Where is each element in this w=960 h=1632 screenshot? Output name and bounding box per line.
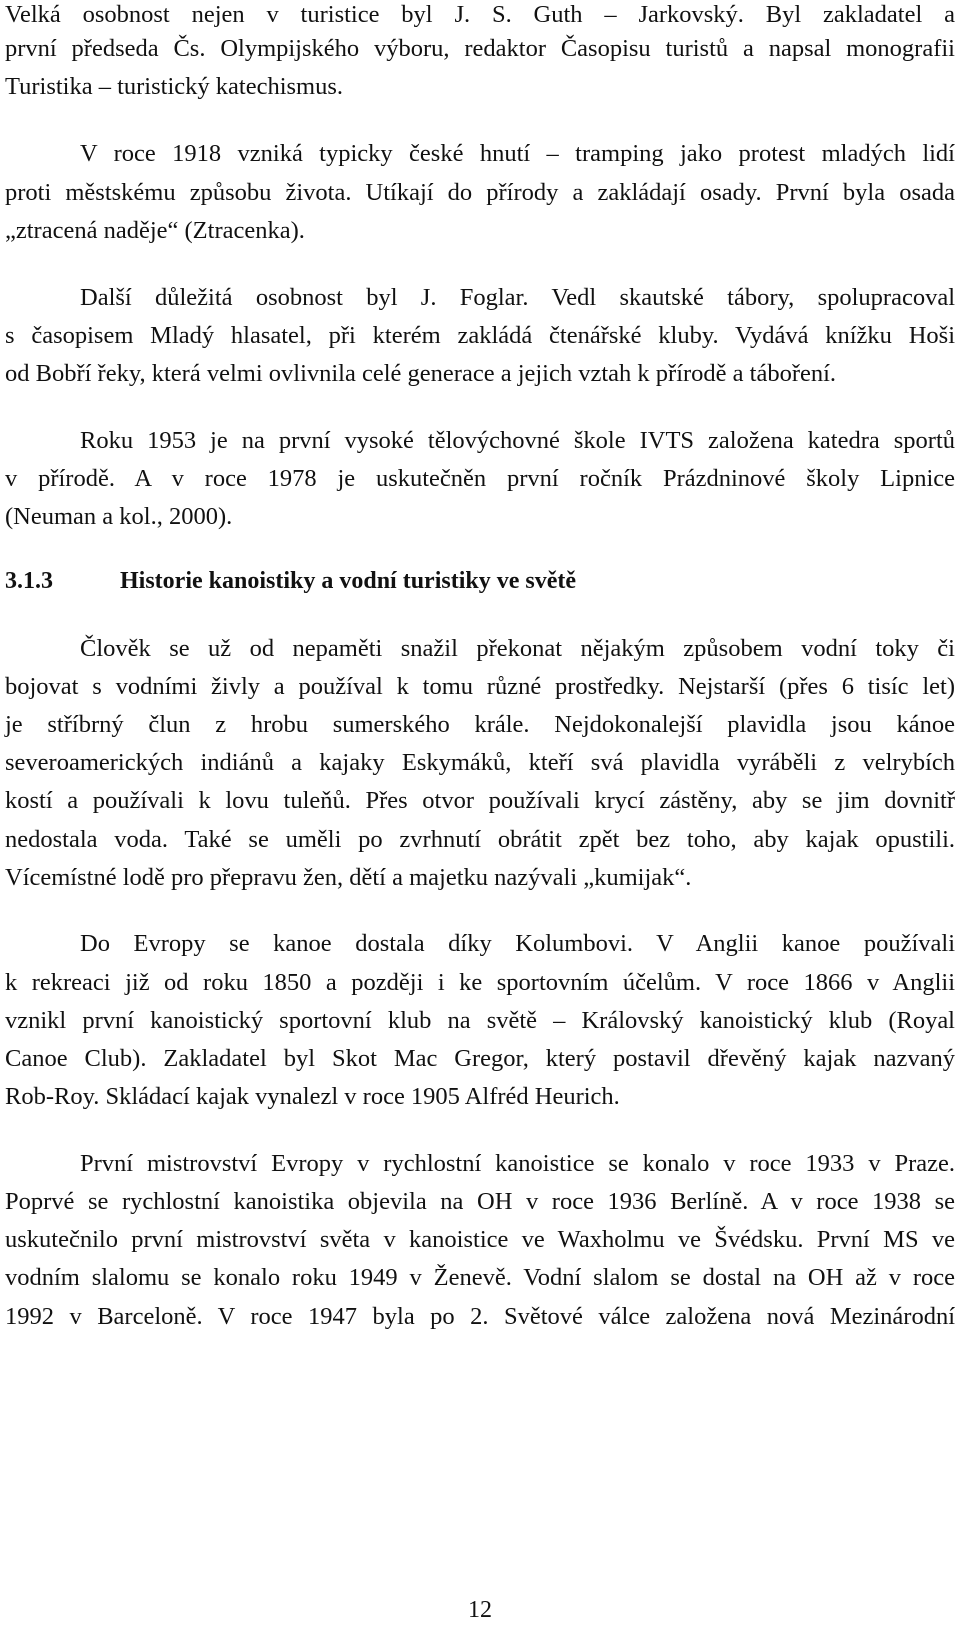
paragraph-line: Do Evropy se kanoe dostala díky Kolumbovi. V Anglii kanoe používali — [80, 930, 955, 957]
paragraph-line: „ztracená naděje“ (Ztracenka). — [5, 217, 305, 244]
paragraph-line: Canoe Club). Zakladatel byl Skot Mac Gregor, který postavil dřevěný kajak nazvaný — [5, 1045, 955, 1072]
paragraph-line: k rekreaci již od roku 1850 a později i ke sportovním účelům. V roce 1866 v Anglii — [5, 969, 955, 996]
paragraph-line: V roce 1918 vzniká typicky české hnutí – tramping jako protest mladých lidí — [80, 140, 955, 167]
paragraph-line: Rob-Roy. Skládací kajak vynalezl v roce 1905 Alfréd Heurich. — [5, 1083, 620, 1110]
paragraph-line: 1992 v Barceloně. V roce 1947 byla po 2. Světové válce založena nová Mezinárodní — [5, 1303, 955, 1330]
paragraph-line: Další důležitá osobnost byl J. Foglar. Vedl skautské tábory, spolupracoval — [80, 284, 955, 311]
paragraph-line: kostí a používali k lovu tuleňů. Přes otvor používali krycí zástěny, aby se jim dovnitř — [5, 787, 955, 814]
section-title: Historie kanoistiky a vodní turistiky ve světě — [120, 568, 577, 594]
paragraph-line: Vícemístné lodě pro přepravu žen, dětí a majetku nazývali „kumijak“. — [5, 864, 692, 891]
paragraph-line: Turistika – turistický katechismus. — [5, 73, 343, 100]
paragraph-line: vodním slalomu se konalo roku 1949 v Ženevě. Vodní slalom se dostal na OH až v roce — [5, 1264, 955, 1291]
paragraph-line: Roku 1953 je na první vysoké tělovýchovné škole IVTS založena katedra sportů — [80, 427, 955, 454]
paragraph-line: Člověk se už od nepaměti snažil překonat nějakým způsobem vodní toky či — [80, 635, 955, 662]
paragraph-line: Poprvé se rychlostní kanoistika objevila na OH v roce 1936 Berlíně. A v roce 1938 se — [5, 1188, 955, 1215]
paragraph-line: proti městskému způsobu života. Utíkají do přírody a zakládají osady. První byla osada — [5, 179, 955, 206]
paragraph-line: je stříbrný člun z hrobu sumerského krále. Nejdokonalejší plavidla jsou kánoe — [5, 711, 955, 738]
paragraph-line: s časopisem Mladý hlasatel, při kterém zakládá čtenářské kluby. Vydává knížku Hoši — [5, 322, 955, 349]
paragraph-line: první předseda Čs. Olympijského výboru, redaktor Časopisu turistů a napsal monografii — [5, 35, 955, 62]
paragraph-line: vznikl první kanoistický sportovní klub na světě – Královský kanoistický klub (Royal — [5, 1007, 955, 1034]
paragraph-line: od Bobří řeky, která velmi ovlivnila celé generace a jejich vztah k přírodě a táboření. — [5, 360, 837, 387]
paragraph-line: nedostala voda. Také se uměli po zvrhnutí obrátit zpět bez toho, aby kajak opustili. — [5, 826, 955, 853]
section-heading — [5, 566, 955, 596]
paragraph-line: Velká osobnost nejen v turistice byl J. S. Guth – Jarkovský. Byl zakladatel a — [5, 1, 955, 28]
paragraph-line: bojovat s vodními živly a používal k tomu různé prostředky. Nejstarší (přes 6 tisíc let) — [5, 673, 955, 700]
paragraph-line: uskutečnilo první mistrovství světa v kanoistice ve Waxholmu ve Švédsku. První MS ve — [5, 1226, 955, 1253]
paragraph-line: (Neuman a kol., 2000). — [5, 503, 233, 530]
paragraph-line: v přírodě. A v roce 1978 je uskutečněn první ročník Prázdninové školy Lipnice — [5, 465, 955, 492]
section-number: 3.1.3 — [5, 568, 53, 594]
paragraph-line: První mistrovství Evropy v rychlostní kanoistice se konalo v roce 1933 v Praze. — [80, 1150, 955, 1177]
paragraph-line: severoamerických indiánů a kajaky Eskymáků, kteří svá plavidla vyráběli z velrybích — [5, 749, 955, 776]
page-number: 12 — [468, 1597, 492, 1623]
